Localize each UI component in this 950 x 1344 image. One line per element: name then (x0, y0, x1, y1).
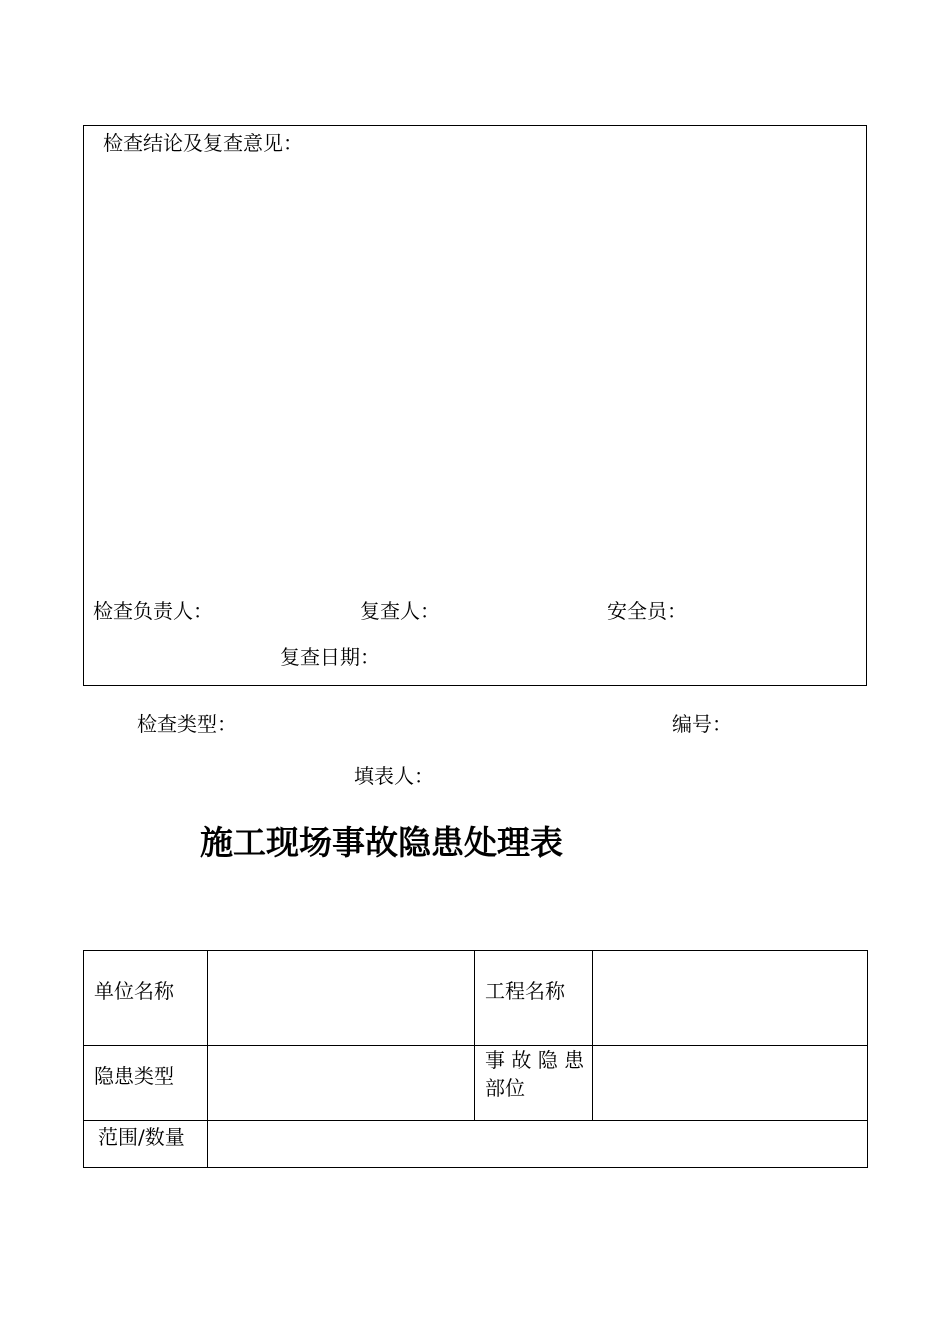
scope-quantity-label-cell (84, 1121, 208, 1168)
hazard-type-value-cell[interactable] (208, 1046, 475, 1121)
project-name-value-cell[interactable] (593, 951, 868, 1046)
unit-name-label-cell (84, 951, 208, 1046)
project-name-label: 工程名称 (485, 979, 565, 1003)
table-row (84, 1121, 868, 1168)
number-label: 编号： (672, 712, 732, 736)
unit-name-value-cell[interactable] (208, 951, 475, 1046)
inspector-label: 检查负责人： (93, 599, 213, 623)
reviewer-label: 复查人： (360, 599, 440, 623)
review-date-label: 复查日期： (280, 645, 380, 669)
table-row (84, 1046, 868, 1121)
scope-quantity-label: 范围/数量 (98, 1125, 185, 1149)
hazard-type-label: 隐患类型 (94, 1064, 174, 1088)
hazard-form-table (83, 950, 868, 1168)
project-name-label-cell (475, 951, 593, 1046)
hazard-location-label-line1: 事 故 隐 患 (485, 1048, 585, 1072)
page-title: 施工现场事故隐患处理表 (200, 823, 563, 862)
safety-officer-label: 安全员： (607, 599, 687, 623)
hazard-location-value-cell[interactable] (593, 1046, 868, 1121)
hazard-location-label-line2: 部位 (485, 1076, 525, 1100)
hazard-type-label-cell (84, 1046, 208, 1121)
table-row (84, 951, 868, 1046)
scope-quantity-value-cell[interactable] (208, 1121, 868, 1168)
filled-by-label: 填表人： (354, 764, 434, 788)
hazard-location-label-cell (475, 1046, 593, 1121)
conclusion-label: 检查结论及复查意见： (103, 131, 303, 155)
unit-name-label: 单位名称 (94, 979, 174, 1003)
inspection-type-label: 检查类型： (137, 712, 237, 736)
